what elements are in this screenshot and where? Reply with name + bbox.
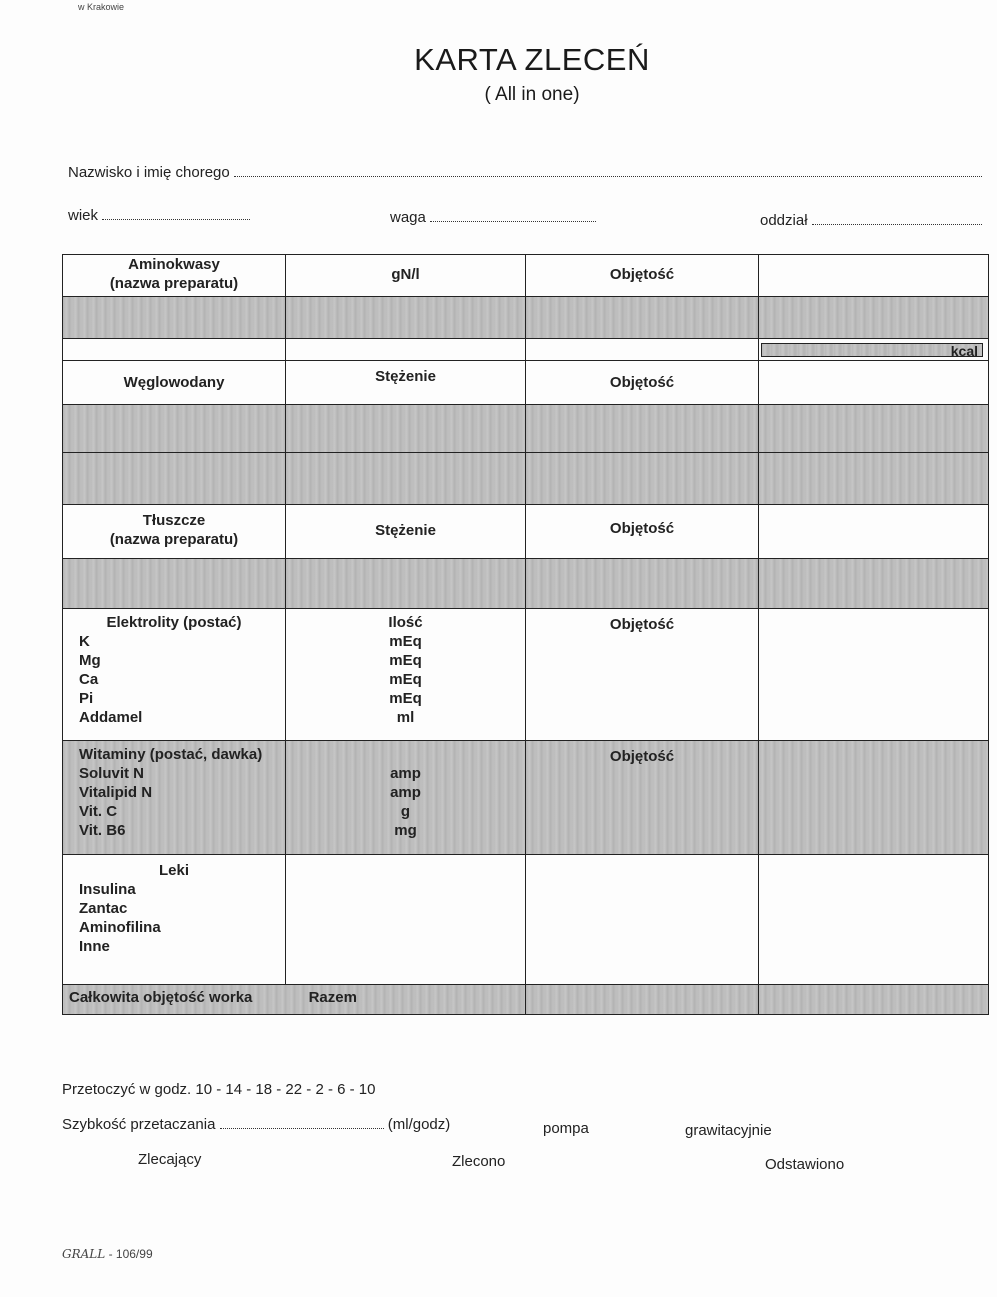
- kcal-cell: [759, 339, 989, 361]
- speed-label: Szybkość przetaczania: [62, 1116, 216, 1133]
- aminoacids-extra-header: [759, 255, 989, 297]
- ward-row: [760, 212, 982, 229]
- drugs-extra-cell[interactable]: [759, 855, 989, 985]
- vitamin-unit-soluvit: amp: [390, 765, 421, 782]
- electrolytes-row: [63, 609, 989, 741]
- aminoacids-extra-cell[interactable]: [759, 297, 989, 339]
- fats-concentration-cell[interactable]: [286, 559, 526, 609]
- aminoacids-gnl-cell[interactable]: [286, 297, 526, 339]
- drug-item-insulina: Insulina: [79, 881, 136, 898]
- vitamins-extra-cell[interactable]: [759, 741, 989, 855]
- vitamin-item-vitalipid: Vitalipid N: [79, 784, 153, 801]
- carbs-entry-row-2: [63, 453, 989, 505]
- aminoacids-label: Aminokwasy: [128, 256, 220, 273]
- vitamin-item-soluvit: Soluvit N: [79, 765, 145, 782]
- vitamin-item-vitc: Vit. C: [79, 803, 118, 820]
- carbs-concentration-header: Stężenie: [286, 361, 526, 405]
- aminoacids-volume-header: Objętość: [526, 255, 759, 297]
- form-code: [62, 1247, 153, 1261]
- drugs-label-cell: [63, 855, 286, 985]
- drug-item-zantac: Zantac: [79, 900, 128, 917]
- carbs-volume-header: Objętość: [526, 361, 759, 405]
- vitamins-volume-cell[interactable]: [526, 741, 759, 855]
- form-number: - 106/99: [108, 1247, 153, 1261]
- electrolyte-unit-pi: mEq: [389, 690, 422, 707]
- page-title: KARTA ZLECEŃ: [414, 42, 650, 77]
- electrolyte-item-k: K: [79, 633, 90, 650]
- speed-row: [62, 1116, 450, 1133]
- drugs-label: Leki: [158, 862, 189, 879]
- drugs-volume-cell[interactable]: [526, 855, 759, 985]
- fats-name-cell[interactable]: [63, 559, 286, 609]
- fats-extra-cell[interactable]: [759, 559, 989, 609]
- vitamins-label-cell: [63, 741, 286, 855]
- fats-concentration-header: Stężenie: [286, 505, 526, 559]
- total-label: Całkowita objętość worka: [69, 989, 253, 1006]
- electrolyte-unit-addamel: ml: [396, 709, 415, 726]
- patient-name-field[interactable]: [234, 164, 982, 177]
- drugs-amount-cell[interactable]: [286, 855, 526, 985]
- carbs-name-cell-2[interactable]: [63, 453, 286, 505]
- electrolyte-unit-k: mEq: [389, 633, 422, 650]
- weight-field[interactable]: [430, 209, 596, 222]
- kcal-row-cell-3: [526, 339, 759, 361]
- aminoacids-entry-row: [63, 297, 989, 339]
- vitamins-volume-header: Objętość: [609, 748, 675, 765]
- electrolytes-label: Elektrolity (postać): [106, 614, 242, 631]
- weight-label: waga: [390, 209, 426, 226]
- total-volume-cell[interactable]: [526, 985, 759, 1015]
- vitamins-label: Witaminy (postać, dawka): [79, 746, 263, 763]
- vitamins-amount-cell[interactable]: [286, 741, 526, 855]
- ward-label: oddział: [760, 212, 808, 229]
- electrolyte-unit-mg: mEq: [389, 652, 422, 669]
- carbs-concentration-cell-2[interactable]: [286, 453, 526, 505]
- electrolyte-item-mg: Mg: [79, 652, 101, 669]
- ordering-label: Zlecający: [138, 1151, 202, 1168]
- electrolyte-item-pi: Pi: [79, 690, 94, 707]
- patient-name-row: [68, 164, 982, 181]
- electrolytes-extra-cell[interactable]: [759, 609, 989, 741]
- fats-extra-header: [759, 505, 989, 559]
- electrolytes-volume-header: Objętość: [609, 616, 675, 633]
- fats-volume-cell[interactable]: [526, 559, 759, 609]
- electrolytes-amount-header: Ilość: [388, 614, 423, 631]
- electrolytes-amount-cell[interactable]: [286, 609, 526, 741]
- aminoacids-label-cell: [63, 255, 286, 297]
- patient-name-label: Nazwisko i imię chorego: [68, 164, 230, 181]
- carbs-extra-cell-2[interactable]: [759, 453, 989, 505]
- electrolytes-label-cell: [63, 609, 286, 741]
- carbs-entry-row-1: [63, 405, 989, 453]
- kcal-box[interactable]: kcal: [761, 343, 983, 357]
- discontinued-label: Odstawiono: [765, 1156, 845, 1173]
- aminoacids-header-row: [63, 255, 989, 297]
- electrolyte-item-ca: Ca: [79, 671, 99, 688]
- orders-table: [62, 254, 989, 1015]
- carbs-volume-cell-1[interactable]: [526, 405, 759, 453]
- carbs-extra-header: [759, 361, 989, 405]
- aminoacids-name-cell[interactable]: [63, 297, 286, 339]
- vitamin-unit-vitb6: mg: [394, 822, 417, 839]
- vitamin-item-vitb6: Vit. B6: [79, 822, 126, 839]
- drugs-row: [63, 855, 989, 985]
- speed-field[interactable]: [220, 1116, 384, 1129]
- drug-item-inne: Inne: [79, 938, 110, 955]
- electrolyte-unit-ca: mEq: [389, 671, 422, 688]
- carbs-concentration-cell-1[interactable]: [286, 405, 526, 453]
- age-field[interactable]: [102, 207, 250, 220]
- page-subtitle: ( All in one): [484, 84, 580, 105]
- schedule-row: [62, 1081, 375, 1098]
- total-label-cell: [63, 985, 526, 1015]
- carbs-name-cell-1[interactable]: [63, 405, 286, 453]
- carbs-label: Węglowodany: [63, 361, 286, 405]
- kcal-row-cell-1: [63, 339, 286, 361]
- schedule-label: Przetoczyć w godz.: [62, 1081, 192, 1098]
- speed-unit: (ml/godz): [387, 1116, 451, 1133]
- vitamins-row: [63, 741, 989, 855]
- carbs-extra-cell-1[interactable]: [759, 405, 989, 453]
- institution-text: w Krakowie: [78, 2, 125, 12]
- aminoacids-sublabel: (nazwa preparatu): [109, 275, 239, 292]
- weight-row: [390, 209, 596, 226]
- age-row: [68, 207, 250, 224]
- electrolytes-volume-cell[interactable]: [526, 609, 759, 741]
- total-extra-cell[interactable]: [759, 985, 989, 1015]
- fats-sublabel: (nazwa preparatu): [109, 531, 239, 548]
- pump-option[interactable]: pompa: [543, 1120, 589, 1137]
- total-row: [63, 985, 989, 1015]
- drug-item-aminofilina: Aminofilina: [79, 919, 161, 936]
- gravity-option[interactable]: grawitacyjnie: [685, 1122, 772, 1139]
- schedule-hours: 10 - 14 - 18 - 22 - 2 - 6 - 10: [195, 1081, 376, 1098]
- kcal-row-cell-2: [286, 339, 526, 361]
- fats-header-row: [63, 505, 989, 559]
- fats-label-cell: [63, 505, 286, 559]
- fats-entry-row: [63, 559, 989, 609]
- aminoacids-gnl-header: gN/l: [286, 255, 526, 297]
- aminoacids-volume-cell[interactable]: [526, 297, 759, 339]
- total-razem-label: Razem: [308, 989, 357, 1006]
- vitamin-unit-vitc: g: [400, 803, 411, 820]
- kcal-row: [63, 339, 989, 361]
- age-label: wiek: [68, 207, 99, 224]
- ward-field[interactable]: [812, 212, 982, 225]
- carbs-header-row: [63, 361, 989, 405]
- fats-label: Tłuszcze: [142, 512, 206, 529]
- fats-volume-header: Objętość: [526, 505, 759, 559]
- electrolyte-item-addamel: Addamel: [79, 709, 143, 726]
- ordered-label: Zlecono: [452, 1153, 506, 1170]
- publisher-signature: GRALL: [62, 1247, 106, 1261]
- carbs-volume-cell-2[interactable]: [526, 453, 759, 505]
- vitamin-unit-vitalipid: amp: [390, 784, 421, 801]
